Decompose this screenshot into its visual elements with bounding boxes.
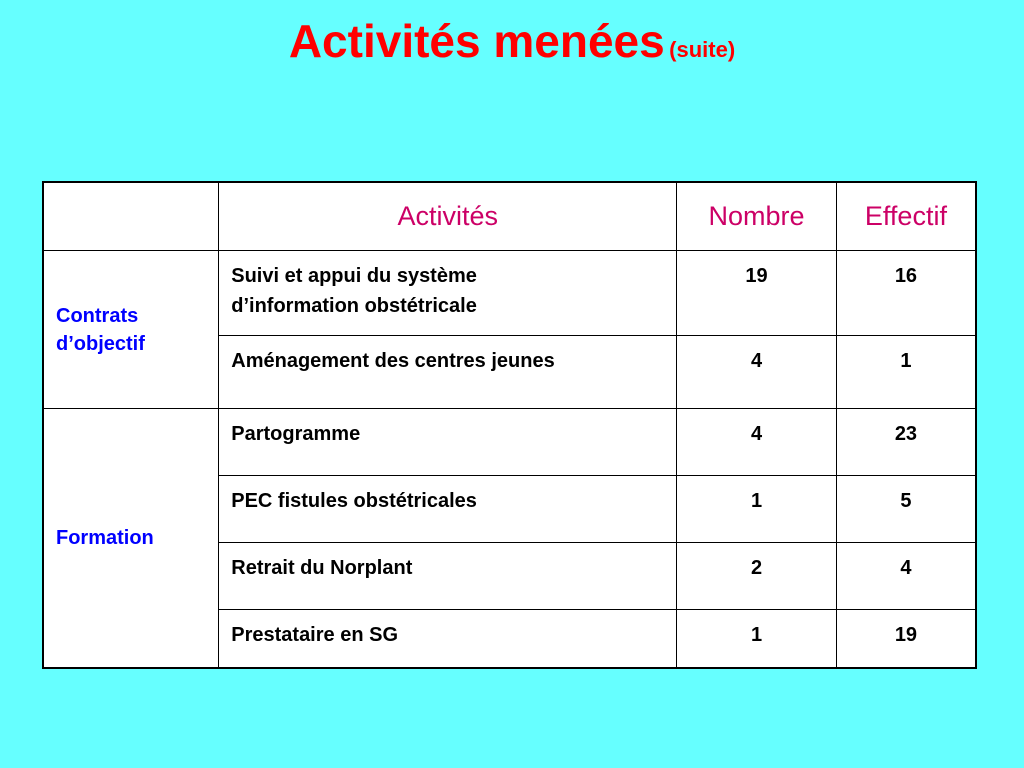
count-cell: 4	[677, 336, 837, 409]
group-label-line2: d’objectif	[56, 332, 145, 355]
activity-cell: Retrait du Norplant	[219, 543, 677, 610]
table-row	[43, 251, 976, 336]
group-cell-formation: Formation	[43, 409, 219, 669]
count-cell: 2	[677, 543, 837, 610]
header-count: Nombre	[677, 182, 837, 251]
header-staff: Effectif	[836, 182, 976, 251]
group-label-line1: Contrats	[56, 304, 139, 327]
header-row	[43, 182, 976, 251]
activity-cell: Prestataire en SG	[219, 610, 677, 669]
staff-cell: 16	[836, 251, 976, 336]
group-cell-contrats	[43, 251, 219, 409]
staff-cell: 19	[836, 610, 976, 669]
count-cell: 4	[677, 409, 837, 476]
activity-cell: Aménagement des centres jeunes	[219, 336, 677, 409]
count-cell: 1	[677, 610, 837, 669]
staff-cell: 5	[836, 476, 976, 543]
staff-cell: 1	[836, 336, 976, 409]
header-activity: Activités	[219, 182, 677, 251]
activities-table	[42, 181, 977, 669]
activity-cell: Partogramme	[219, 409, 677, 476]
staff-cell: 4	[836, 543, 976, 610]
header-group	[43, 182, 219, 251]
staff-cell: 23	[836, 409, 976, 476]
activity-label-line1: Suivi et appui du système	[231, 265, 477, 287]
slide-title	[0, 14, 1024, 68]
table-row	[43, 409, 976, 476]
count-cell: 19	[677, 251, 837, 336]
activity-label-line2: d’information obstétricale	[231, 295, 477, 317]
title-main: Activités menées	[288, 15, 665, 67]
count-cell: 1	[677, 476, 837, 543]
title-sub: (suite)	[669, 37, 736, 62]
activity-cell: PEC fistules obstétricales	[219, 476, 677, 543]
activity-cell	[219, 251, 677, 336]
